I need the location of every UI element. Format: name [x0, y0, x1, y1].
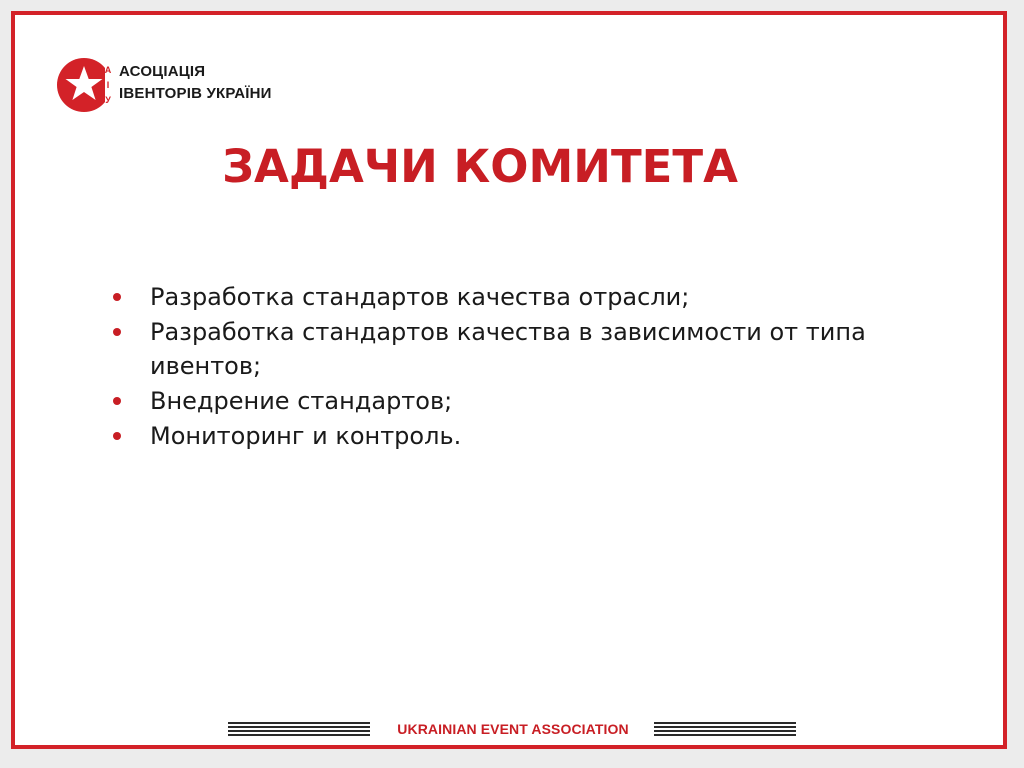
logo-line-2: ІВЕНТОРІВ УКРАЇНИ — [119, 85, 272, 102]
bullet-dot-icon — [113, 328, 121, 336]
svg-text:І: І — [106, 80, 110, 90]
bullet-item — [110, 384, 930, 418]
svg-text:А: А — [104, 65, 112, 75]
bullet-text: Мониторинг и контроль. — [150, 422, 462, 450]
logo — [57, 57, 287, 113]
footer-label: UKRAINIAN EVENT ASSOCIATION — [397, 721, 629, 737]
slide-title: ЗАДАЧИ КОМИТЕТА — [222, 140, 738, 193]
bullet-dot-icon — [113, 397, 121, 405]
svg-text:У: У — [105, 95, 111, 105]
bullet-dot-icon — [113, 293, 121, 301]
bullet-list — [110, 280, 930, 454]
footer-banner — [228, 718, 796, 742]
bullet-item — [110, 280, 930, 314]
bullet-text: Разработка стандартов качества отрасли; — [150, 283, 690, 311]
star-badge-icon — [57, 57, 117, 113]
bullet-text: Разработка стандартов качества в зависимости от типа ивентов; — [150, 318, 866, 380]
bullet-dot-icon — [113, 432, 121, 440]
bullet-item — [110, 315, 930, 383]
footer-stripes-right — [654, 722, 796, 738]
bullet-item — [110, 419, 930, 453]
bullet-text: Внедрение стандартов; — [150, 387, 453, 415]
logo-line-1: АСОЦІАЦІЯ — [119, 63, 206, 80]
footer-stripes-left — [228, 722, 370, 738]
